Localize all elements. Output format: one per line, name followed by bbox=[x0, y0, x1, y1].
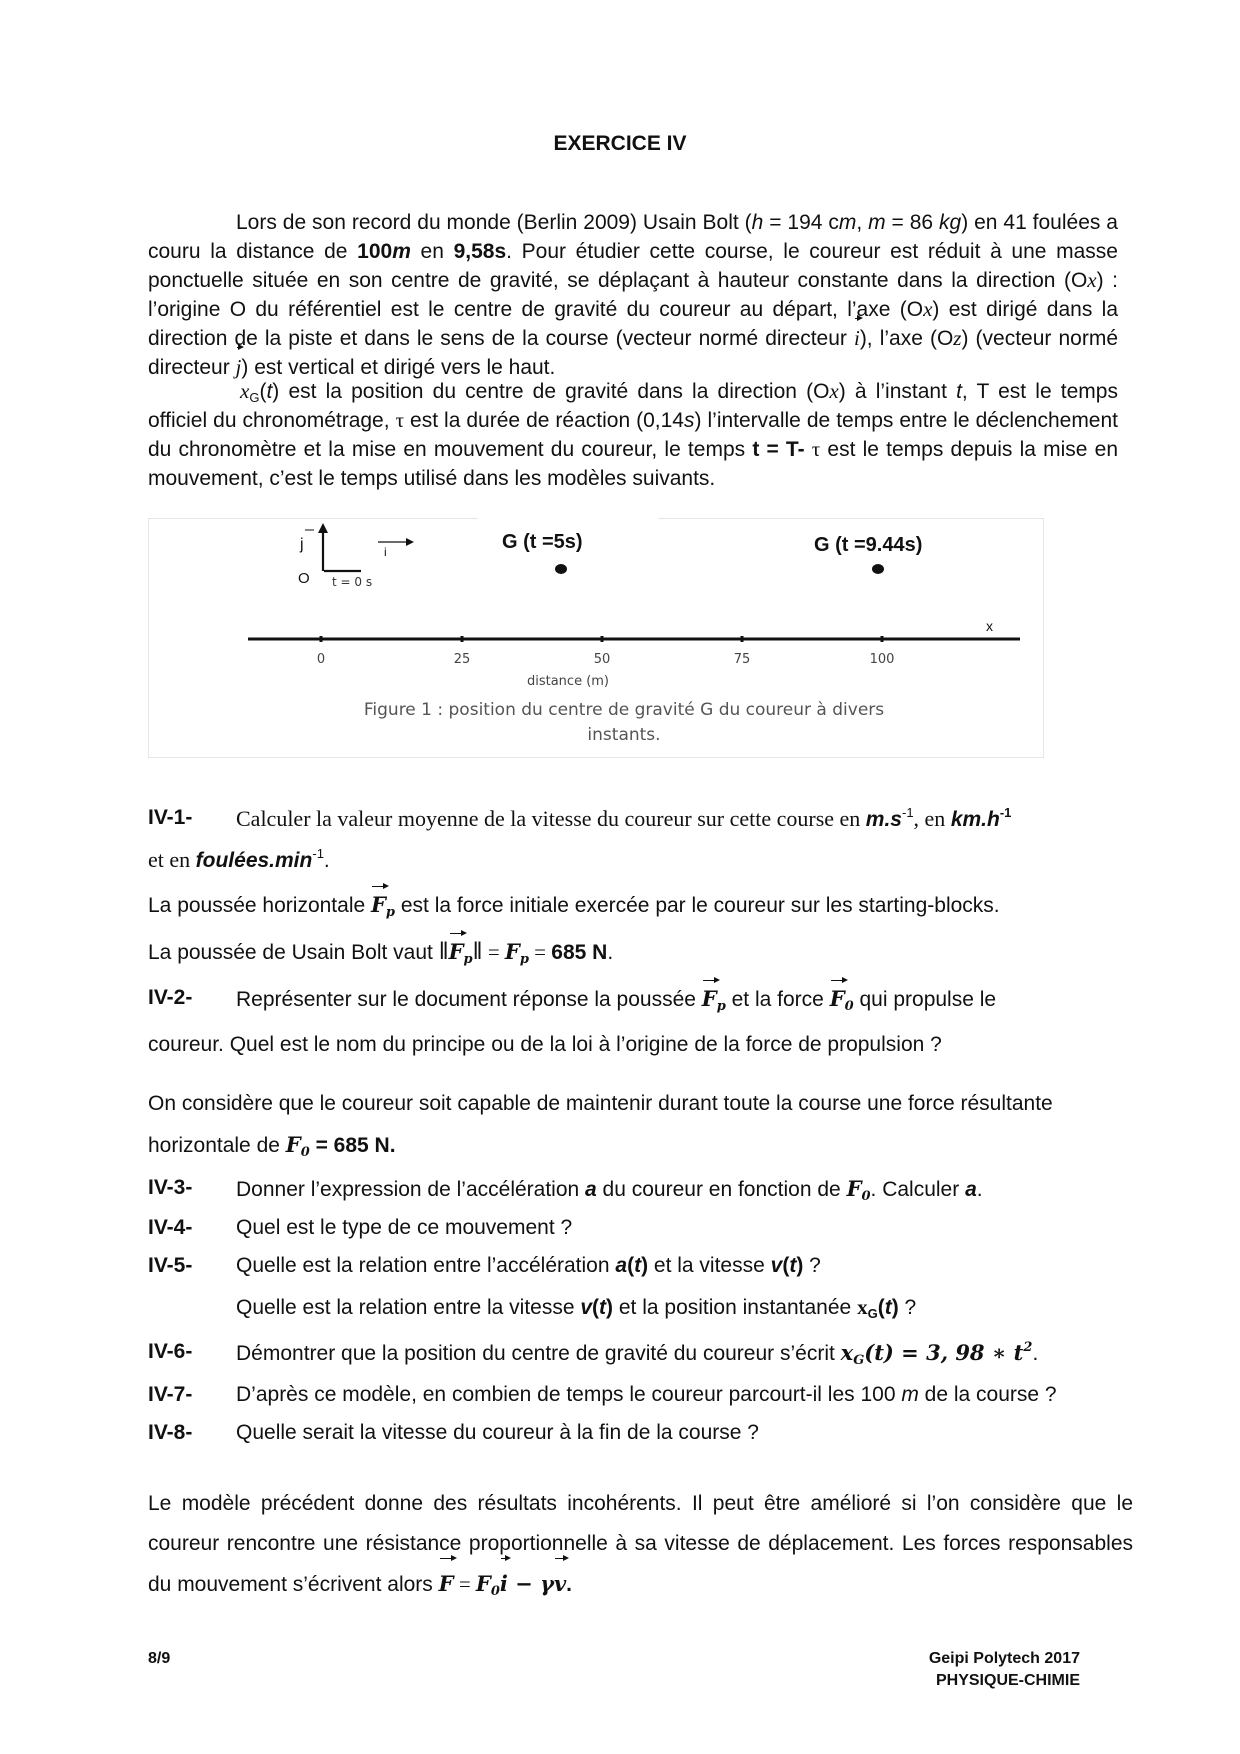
axis-tick-label: 50 bbox=[593, 652, 611, 667]
question-label: IV-5- bbox=[148, 1254, 193, 1277]
axis-tick-label: 25 bbox=[453, 652, 471, 667]
footer-subject: PHYSIQUE-CHIMIE bbox=[935, 1672, 1080, 1689]
page-number: 8/9 bbox=[148, 1650, 171, 1667]
question-iv-5: IV-5- Quelle est la relation entre l’accélération a(t) et la vitesse v(t) ? bbox=[148, 1254, 821, 1277]
question-label: IV-7- bbox=[148, 1383, 193, 1406]
i-label: i bbox=[384, 545, 387, 559]
g-t944-point bbox=[872, 564, 884, 574]
intro-paragraph-2: $x_G(t)$ est la position du centre de gravité dans la direction (Ox) à l’instant t, T est le temps officiel du chronométrage, τ est la durée de réaction (0,14s) l’intervalle de temps entre le déclenchement du chronomètre et la mise en mouvement du coureur, le temps t = T- τ est le temps depuis la mise en mouvement, c’est le temps utilisé dans les modèles suivants. bbox=[148, 379, 1119, 490]
consider-statement: On considère que le coureur soit capable de maintenir durant toute la course une force résultante bbox=[148, 1092, 1053, 1115]
axis-tick-label: 75 bbox=[733, 652, 751, 667]
x-axis-label: x bbox=[986, 618, 993, 634]
figure-1-diagram bbox=[148, 518, 1044, 758]
question-label: IV-2- bbox=[148, 986, 193, 1009]
question-iv-2: IV-2- Représenter sur le document réponse la poussée $F_p$ et la force $F_0$ qui propulse le bbox=[148, 986, 997, 1014]
footer-school: Geipi Polytech 2017 bbox=[928, 1650, 1080, 1667]
question-label: IV-8- bbox=[148, 1421, 193, 1444]
question-iv-1: IV-1- Calculer la valeur moyenne de la vitesse du coureur sur cette course en $m.s^{-1}$, en $km.h^{-1}$ bbox=[148, 805, 1012, 831]
push-definition: La poussée horizontale $F_p$ est la force initiale exercée par le coureur sur les starting-blocks. bbox=[148, 892, 1000, 920]
question-iv-3: IV-3- Donner l’expression de l’accélération a du coureur en fonction de $F_0$. Calculer a. bbox=[148, 1176, 983, 1204]
question-iv-6: IV-6- Démontrer que la position du centre de gravité du coureur s’écrit $x_G(t) = 3$, 98 ∗ $t^2$. bbox=[148, 1340, 1039, 1368]
question-iv-8: IV-8- Quelle serait la vitesse du coureur à la fin de la course ? bbox=[148, 1421, 759, 1444]
question-iv-4: IV-4- Quel est le type de ce mouvement ? bbox=[148, 1216, 573, 1239]
axis-tick-label: 0 bbox=[316, 652, 326, 667]
exercise-title: EXERCICE IV bbox=[553, 132, 687, 155]
figure-caption-line-2: instants. bbox=[587, 725, 661, 745]
axis-tick-label: 100 bbox=[869, 652, 895, 667]
g-t944-label: G (t =9.44s) bbox=[814, 534, 923, 556]
question-label: IV-3- bbox=[148, 1176, 193, 1199]
final-paragraph: Le modèle précédent donne des résultats incohérents. Il peut être amélioré si l’on considère que le coureur rencontre une résistance proportionnelle à sa vitesse de déplacement. Les forces responsables du mouvement s’écrivent alors $F = F_0i - \gamma v$. bbox=[148, 1484, 1133, 1605]
push-value: La poussée de Usain Bolt vaut $‖F_p‖ = F_p = 685$ N. bbox=[148, 938, 614, 967]
t0-label: t = 0 s bbox=[332, 575, 373, 589]
figure-1 bbox=[148, 518, 1044, 758]
question-iv-1-continued: et en $foulées.\min^{-1}$. bbox=[148, 846, 330, 872]
question-label: IV-4- bbox=[148, 1216, 193, 1239]
question-iv-2-continued: coureur. Quel est le nom du principe ou de la loi à l’origine de la force de propulsion ? bbox=[148, 1033, 942, 1056]
axis-title: distance (m) bbox=[526, 674, 610, 689]
figure-caption-line-1: Figure 1 : position du centre de gravité G du coureur à divers bbox=[363, 700, 885, 720]
g-t5-label: G (t =5s) bbox=[502, 531, 583, 553]
question-iv-7: IV-7- D’après ce modèle, en combien de temps le coureur parcourt-il les 100 m de la course ? bbox=[148, 1383, 1057, 1406]
intro-paragraph-1: Lors de son record du monde (Berlin 2009) Usain Bolt (h = 194 cm, m = 86 kg) en 41 foulées a couru la distance de 100m en 9,58s. Pour étudier cette course, le coureur est réduit à une masse ponctuelle située en son centre de gravité, se déplaçant à hauteur constante dans la direction (Ox) : l’origine O du référentiel est le centre de gravité du coureur au départ, l’axe (Ox) est dirigé dans la direction de la piste et dans le sens de la course (vecteur normé directeur i), l’axe (Oz) (vecteur normé directeur j) est vertical et dirigé vers le haut. bbox=[148, 208, 1118, 382]
g-t5-point bbox=[555, 564, 567, 574]
question-iv-5-second: Quelle est la relation entre la vitesse v(t) et la position instantanée $x_G(t)$ ? bbox=[236, 1295, 917, 1321]
consider-statement-continued: horizontale de $F_0 = 685$ N. bbox=[148, 1132, 396, 1160]
question-label: IV-6- bbox=[148, 1340, 193, 1363]
origin-label: O bbox=[298, 570, 310, 587]
j-label: j bbox=[300, 536, 304, 553]
question-label: IV-1- bbox=[148, 806, 193, 829]
